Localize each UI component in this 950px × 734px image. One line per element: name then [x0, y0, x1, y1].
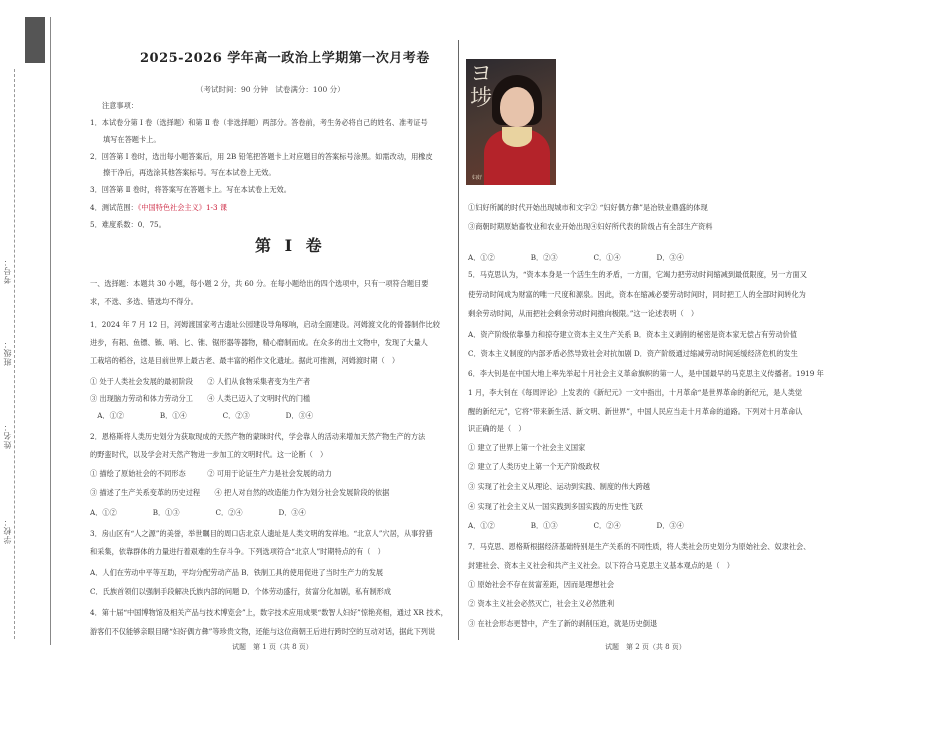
scope-line [90, 203, 227, 213]
question-line: C．资本主义制度的内部矛盾必然导致社会对抗加剧 D．资产阶级通过缩减劳动时间延缓经济危机的发生 [468, 349, 798, 358]
question-line: 一、选择题：本题共 30 小题，每小题 2 分，共 60 分。在每小题给出的四个选项中，只有一项符合题目要 [90, 279, 429, 288]
question-line: 4．第十届“中国博物馆及相关产品与技术博览会”上，数字技术应用成果“数智人妇好”惊艳亮相，通过 XR 技术， [90, 608, 448, 617]
question-line: 2．恩格斯将人类历史划分为获取现成的天然产物的蒙昧时代，学会靠人的活动来增加天然产物生产的方法 [90, 432, 426, 441]
binding-label-school: 学校： [3, 517, 12, 544]
exam-subtitle: （考试时间：90 分钟 试卷满分：100 分） [196, 85, 345, 94]
page-divider [458, 40, 459, 640]
difficulty-line: 5．难度系数：0．75。 [90, 220, 166, 229]
question-line: 的野蛮时代，以及学会对天然产物进一步加工的文明时代。这一论断（ ） [90, 450, 328, 459]
question-line: 求，不选、多选、错选均不得分。 [90, 297, 198, 306]
volume-heading: 第 Ⅰ 卷 [255, 236, 326, 255]
title-calligraphy: ヨ 埗 [470, 62, 493, 111]
question-line: 和采集，依靠群体的力量进行着艰难的生存斗争。下列选项符合“北京人”时期特点的有（ ） [90, 547, 385, 556]
binding-margin [0, 17, 51, 645]
question-line: ①妇好所属的时代开始出现城市和文字② “妇好偶方彝”是冶铁业鼎盛的体现 [468, 203, 708, 212]
question-line: ③ 在社会形态更替中，产生了新的剥削压迫，就是历史倒退 [468, 619, 658, 628]
answer-options: A．①② B．①③ C．②④ D．③④ [90, 508, 306, 517]
notice-line: 2．回答第 Ⅰ 卷时，选出每小题答案后，用 2B 铅笔把答题卡上对应题目的答案标号涂黑。如需改动，用橡皮 [90, 152, 433, 161]
question-line: A．资产阶级依靠暴力和掠夺建立资本主义生产关系 B．资本主义剥削的秘密是资本家无偿占有劳动价值 [468, 330, 798, 339]
question-line: 1 月，李大钊在《每周评论》上发表的《新纪元》一文中指出，十月革命“是世界革命的新纪元，是人类觉 [468, 388, 802, 397]
notice-heading: 注意事项： [102, 101, 138, 110]
scope-prefix: 4．测试范围： [90, 203, 138, 212]
binding-marker [25, 17, 45, 63]
fuhao-poster-image [466, 59, 556, 185]
question-line: 游客们不仅能够亲眼目睹“妇好偶方彝”等珍贵文物，还能与这位商朝王后进行跨时空的互动对话，据此下列说 [90, 627, 436, 636]
question-line: 7．马克思、恩格斯根据经济基础特别是生产关系的不同性质，将人类社会历史划分为原始社会、奴隶社会、 [468, 542, 811, 551]
question-line: 进步，有耜、鱼镖、镞、哨、匕、锥、锯形器等器物，精心磨制而成。在众多的出土文物中，发现了大量人 [90, 338, 428, 347]
question-line: ① 描绘了原始社会的不同形态 ② 可用于论证生产力是社会发展的动力 [90, 469, 332, 478]
notice-line: 擦干净后，再选涂其他答案标号。写在本试卷上无效。 [103, 168, 276, 177]
question-line: ③ 出现脑力劳动和体力劳动分工 ④ 人类已迈入了文明时代的门槛 [90, 394, 311, 403]
poster-face [500, 87, 534, 127]
poster-caption: 妇好 [472, 175, 483, 181]
binding-label-name: 姓名： [3, 422, 12, 449]
page-footer: 试题 第 1 页（共 8 页） [232, 643, 313, 651]
question-line: 工栽培的稻谷，这是目前世界上最古老、最丰富的稻作文化遗址。据此可推测，河姆渡时期（ ） [90, 356, 400, 365]
question-line: C．氏族首领们以强制手段解决氏族内部的问题 D．个体劳动盛行，贫富分化加剧，私有制形成 [90, 587, 392, 596]
question-line: 醒的新纪元”，它将“带来新生活、新文明、新世界”，中国人民应当走十月革命的道路。下列对十月革命认 [468, 407, 803, 416]
question-line: ③ 实现了社会主义从理论、运动到实践、制度的伟大跨越 [468, 482, 650, 491]
notice-line: 1．本试卷分第 Ⅰ 卷（选择题）和第 Ⅱ 卷（非选择题）两部分。答卷前，考生务必将自己的姓名、准考证号 [90, 118, 428, 127]
question-line: 识正确的是（ ） [468, 424, 526, 433]
question-line: 使劳动时间成为财富的唯一尺度和源泉。因此，资本在缩减必要劳动时间时，同时把工人的全部时间转化为 [468, 290, 806, 299]
question-line: 5．马克思认为，“资本本身是一个活生生的矛盾，一方面，它竭力把劳动时间缩减到最低限度，另一方面又 [468, 270, 807, 279]
question-line: 3．房山区有“人之源”的美誉，举世瞩目的周口店北京人遗址是人类文明的发祥地。“北京人”穴居，从事狩猎 [90, 529, 433, 538]
question-line: 1．2024 年 7 月 12 日，河姆渡国家考古遗址公园建设导角啄响，启动全面建设。河姆渡文化的骨器制作比较 [90, 320, 440, 329]
page-footer: 试题 第 2 页（共 8 页） [605, 643, 686, 651]
question-line: 封建社会、资本主义社会和共产主义社会。以下符合马克思主义基本观点的是（ ） [468, 561, 734, 570]
question-line: ① 处于人类社会发展的最初阶段 ② 人们从食物采集者变为生产者 [90, 377, 311, 386]
question-line: ① 原始社会不存在贫富差距，因而是理想社会 [468, 580, 615, 589]
poster-collar [502, 127, 532, 147]
question-line: ③商朝时期原始畜牧业和农业开始出现④妇好所代表的阶级占有全部生产资料 [468, 222, 713, 231]
question-line: ② 建立了人类历史上第一个无产阶级政权 [468, 462, 600, 471]
answer-options: A．①② B．①③ C．②④ D．③④ [468, 521, 684, 530]
question-line: ③ 描述了生产关系变革的历史过程 ④ 把人对自然的改造能力作为划分社会发展阶段的依据 [90, 488, 390, 497]
question-line: ① 建立了世界上第一个社会主义国家 [468, 443, 586, 452]
question-line: ④ 实现了社会主义从一国实践到多国实践的历史性飞跃 [468, 502, 643, 511]
answer-options: A．①② B．②③ C．①④ D．③④ [468, 253, 684, 262]
question-line: 6．李大钊是在中国大地上率先举起十月社会主义革命旗帜的第一人，是中国最早的马克思主义传播者。1919 年 [468, 369, 824, 378]
exam-title: 2025-2026 学年高一政治上学期第一次月考卷 [140, 51, 430, 66]
notice-line: 填写在答题卡上。 [103, 135, 161, 144]
binding-label-id: 考号： [3, 257, 12, 284]
answer-options: A．①② B．①④ C．②③ D．③④ [90, 411, 313, 420]
binding-label-class: 班级： [3, 339, 12, 366]
notice-line: 3．回答第 Ⅱ 卷时，将答案写在答题卡上。写在本试卷上无效。 [90, 185, 291, 194]
question-line: 剩余劳动时间，从而把社会剩余劳动时间推向极限。”这一论述表明（ ） [468, 309, 699, 318]
scope-range: 《中国特色社会主义》1-3 课 [137, 203, 228, 212]
question-line: ② 资本主义社会必然灭亡，社会主义必然胜利 [468, 599, 615, 608]
question-line: A．人们在劳动中平等互助，平均分配劳动产品 B．铁制工具的使用促进了当时生产力的发展 [90, 568, 384, 577]
